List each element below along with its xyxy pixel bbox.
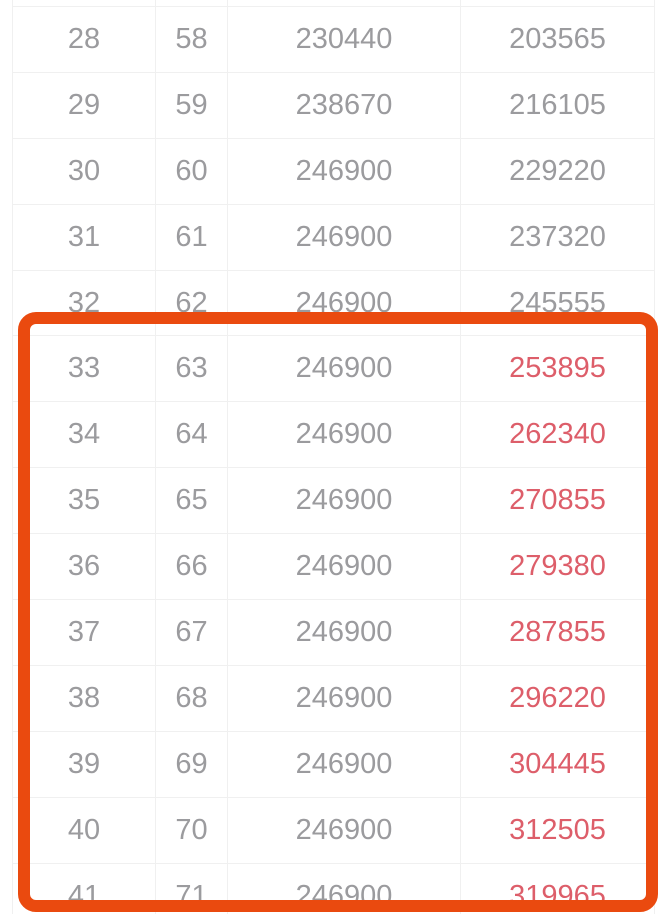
- table-cell: 68: [156, 666, 228, 731]
- table-cell: 33: [13, 336, 156, 401]
- table-row: [13, 468, 654, 534]
- table-cell: 66: [156, 534, 228, 599]
- table-cell: 246900: [228, 798, 461, 863]
- table-cell: 38: [13, 666, 156, 731]
- table-cell: 37: [13, 600, 156, 665]
- table-cell: 238670: [228, 73, 461, 138]
- table-cell: 64: [156, 402, 228, 467]
- table-cell: 246900: [228, 336, 461, 401]
- table-cell: 246900: [228, 468, 461, 533]
- table-cell: 36: [13, 534, 156, 599]
- table-cell: 296220: [509, 681, 606, 714]
- table-row: [13, 402, 654, 468]
- table-cell: 61: [156, 205, 228, 270]
- table-cell: 253895: [509, 352, 606, 385]
- table-cell: 262340: [509, 418, 606, 451]
- table-cell: 71: [156, 864, 228, 914]
- amortization-table: [12, 0, 655, 914]
- table-cell: 67: [156, 600, 228, 665]
- table-row: [13, 534, 654, 600]
- table-row: [13, 271, 654, 337]
- table-cell: 35: [13, 468, 156, 533]
- table-cell: [228, 0, 461, 6]
- table-cell: 63: [156, 336, 228, 401]
- table-cell: 32: [13, 271, 156, 336]
- table-cell: 230440: [228, 7, 461, 72]
- table-row: [13, 798, 654, 864]
- table-cell: 237320: [509, 220, 606, 253]
- table-cell: 59: [156, 73, 228, 138]
- table-cell: 216105: [509, 88, 606, 121]
- table-cell: 69: [156, 732, 228, 797]
- table-cell: 246900: [228, 205, 461, 270]
- table-cell: 229220: [509, 154, 606, 187]
- table-cell: 304445: [509, 747, 606, 780]
- table-cell: 246900: [228, 666, 461, 731]
- table-cell: 245555: [509, 286, 606, 319]
- table-cell: 246900: [228, 732, 461, 797]
- table-cell: 246900: [228, 402, 461, 467]
- table-row: [13, 139, 654, 205]
- table-row: [13, 336, 654, 402]
- table-cell: 29: [13, 73, 156, 138]
- table-cell: 246900: [228, 534, 461, 599]
- table-cell: 270855: [509, 484, 606, 517]
- table-cell: 70: [156, 798, 228, 863]
- table-row: [13, 600, 654, 666]
- table-cell: 246900: [228, 271, 461, 336]
- table-cell: [156, 0, 228, 6]
- table-cell: [461, 0, 654, 6]
- table-cell: 62: [156, 271, 228, 336]
- table-cell: 287855: [509, 615, 606, 648]
- table-cell: 60: [156, 139, 228, 204]
- table-row: [13, 73, 654, 139]
- table-row: [13, 864, 654, 914]
- table-cell: 31: [13, 205, 156, 270]
- table-cell: 28: [13, 7, 156, 72]
- table-cell: 58: [156, 7, 228, 72]
- table-row-partial: [13, 0, 654, 7]
- table-cell: 246900: [228, 139, 461, 204]
- table-cell: 40: [13, 798, 156, 863]
- table-row: [13, 732, 654, 798]
- table-cell: 203565: [509, 22, 606, 55]
- table-cell: 246900: [228, 864, 461, 914]
- table-cell: 319965: [509, 879, 606, 912]
- table-cell: 30: [13, 139, 156, 204]
- table-cell: 279380: [509, 550, 606, 583]
- table-cell: 312505: [509, 813, 606, 846]
- table-row: [13, 7, 654, 73]
- table-cell: 39: [13, 732, 156, 797]
- table-cell: 246900: [228, 600, 461, 665]
- table-cell: 65: [156, 468, 228, 533]
- table-row: [13, 666, 654, 732]
- table-row: [13, 205, 654, 271]
- table-cell: 34: [13, 402, 156, 467]
- table-cell: [13, 0, 156, 6]
- table-cell: 41: [13, 864, 156, 914]
- table-body: [13, 7, 654, 914]
